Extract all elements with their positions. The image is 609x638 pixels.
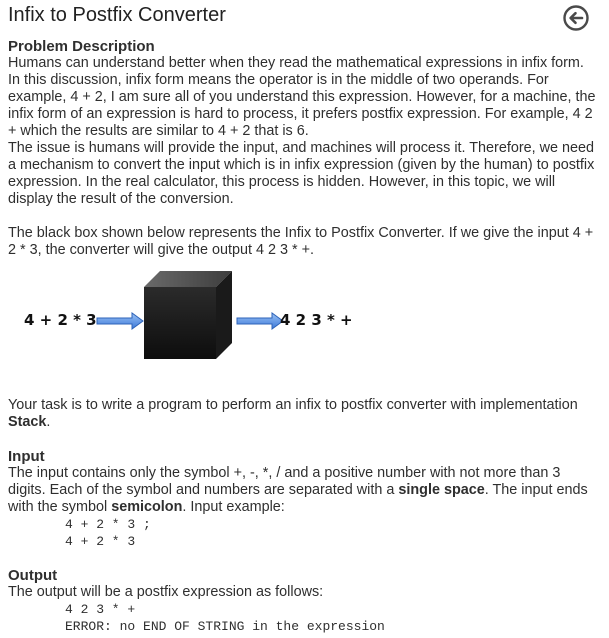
input-example-2: 4 + 2 * 3 [65, 534, 136, 549]
diagram-input-expression: 4 + 2 * 3 [24, 311, 97, 329]
output-example-2: ERROR: no END OF STRING in the expression [65, 619, 385, 634]
black-box-cube-icon [140, 267, 236, 363]
arrow-right-icon [96, 312, 144, 330]
back-arrow-circle-icon[interactable] [563, 5, 589, 31]
diagram-output-expression: 4 2 3 * + [280, 311, 353, 329]
black-box-diagram [8, 267, 598, 397]
output-paragraph: The output will be a postfix expression as follows: [8, 584, 324, 600]
output-heading: Output [8, 567, 58, 584]
problem-paragraph-2: The issue is humans will provide the input, and machines will process it. Therefore, we need a mechanism to convert the input which is in infix expression (given by the human) to postfix expression. In the real calculator, this process is hidden. However, in this topic, we will display the result of the conversion. [8, 140, 595, 207]
page-title: Infix to Postfix Converter [8, 4, 226, 26]
input-example-1: 4 + 2 * 3 ; [65, 517, 151, 532]
problem-paragraph-3: The black box shown below represents the Infix to Postfix Converter. If we give the input 4 + 2 * 3, the converter will give the output 4 2 3 * +. [8, 225, 594, 258]
task-paragraph: Your task is to write a program to perform an infix to postfix converter with implementation Stack. [8, 397, 578, 430]
problem-heading: Problem Description [8, 38, 155, 55]
output-example-1: 4 2 3 * + [65, 602, 136, 617]
problem-paragraph-1: Humans can understand better when they read the mathematical expressions in infix form. In this discussion, infix form means the operator is in the middle of two operands. For example, 4 + 2, I am sure all of you understand this expression. However, for a machine, the infix form of an expression is hard to process, it prefers postfix expression. For example, 4 2 + which the results are similar to 4 + 2 that is 6. [8, 55, 596, 139]
arrow-right-icon [236, 312, 284, 330]
problem-content [8, 38, 598, 635]
input-paragraph: The input contains only the symbol +, -, *, / and a positive number with not more than 3 digits. Each of the symbol and numbers are separated with a single space. The input ends with the symbol semicolon. Input example: [8, 465, 588, 515]
input-heading: Input [8, 448, 45, 465]
